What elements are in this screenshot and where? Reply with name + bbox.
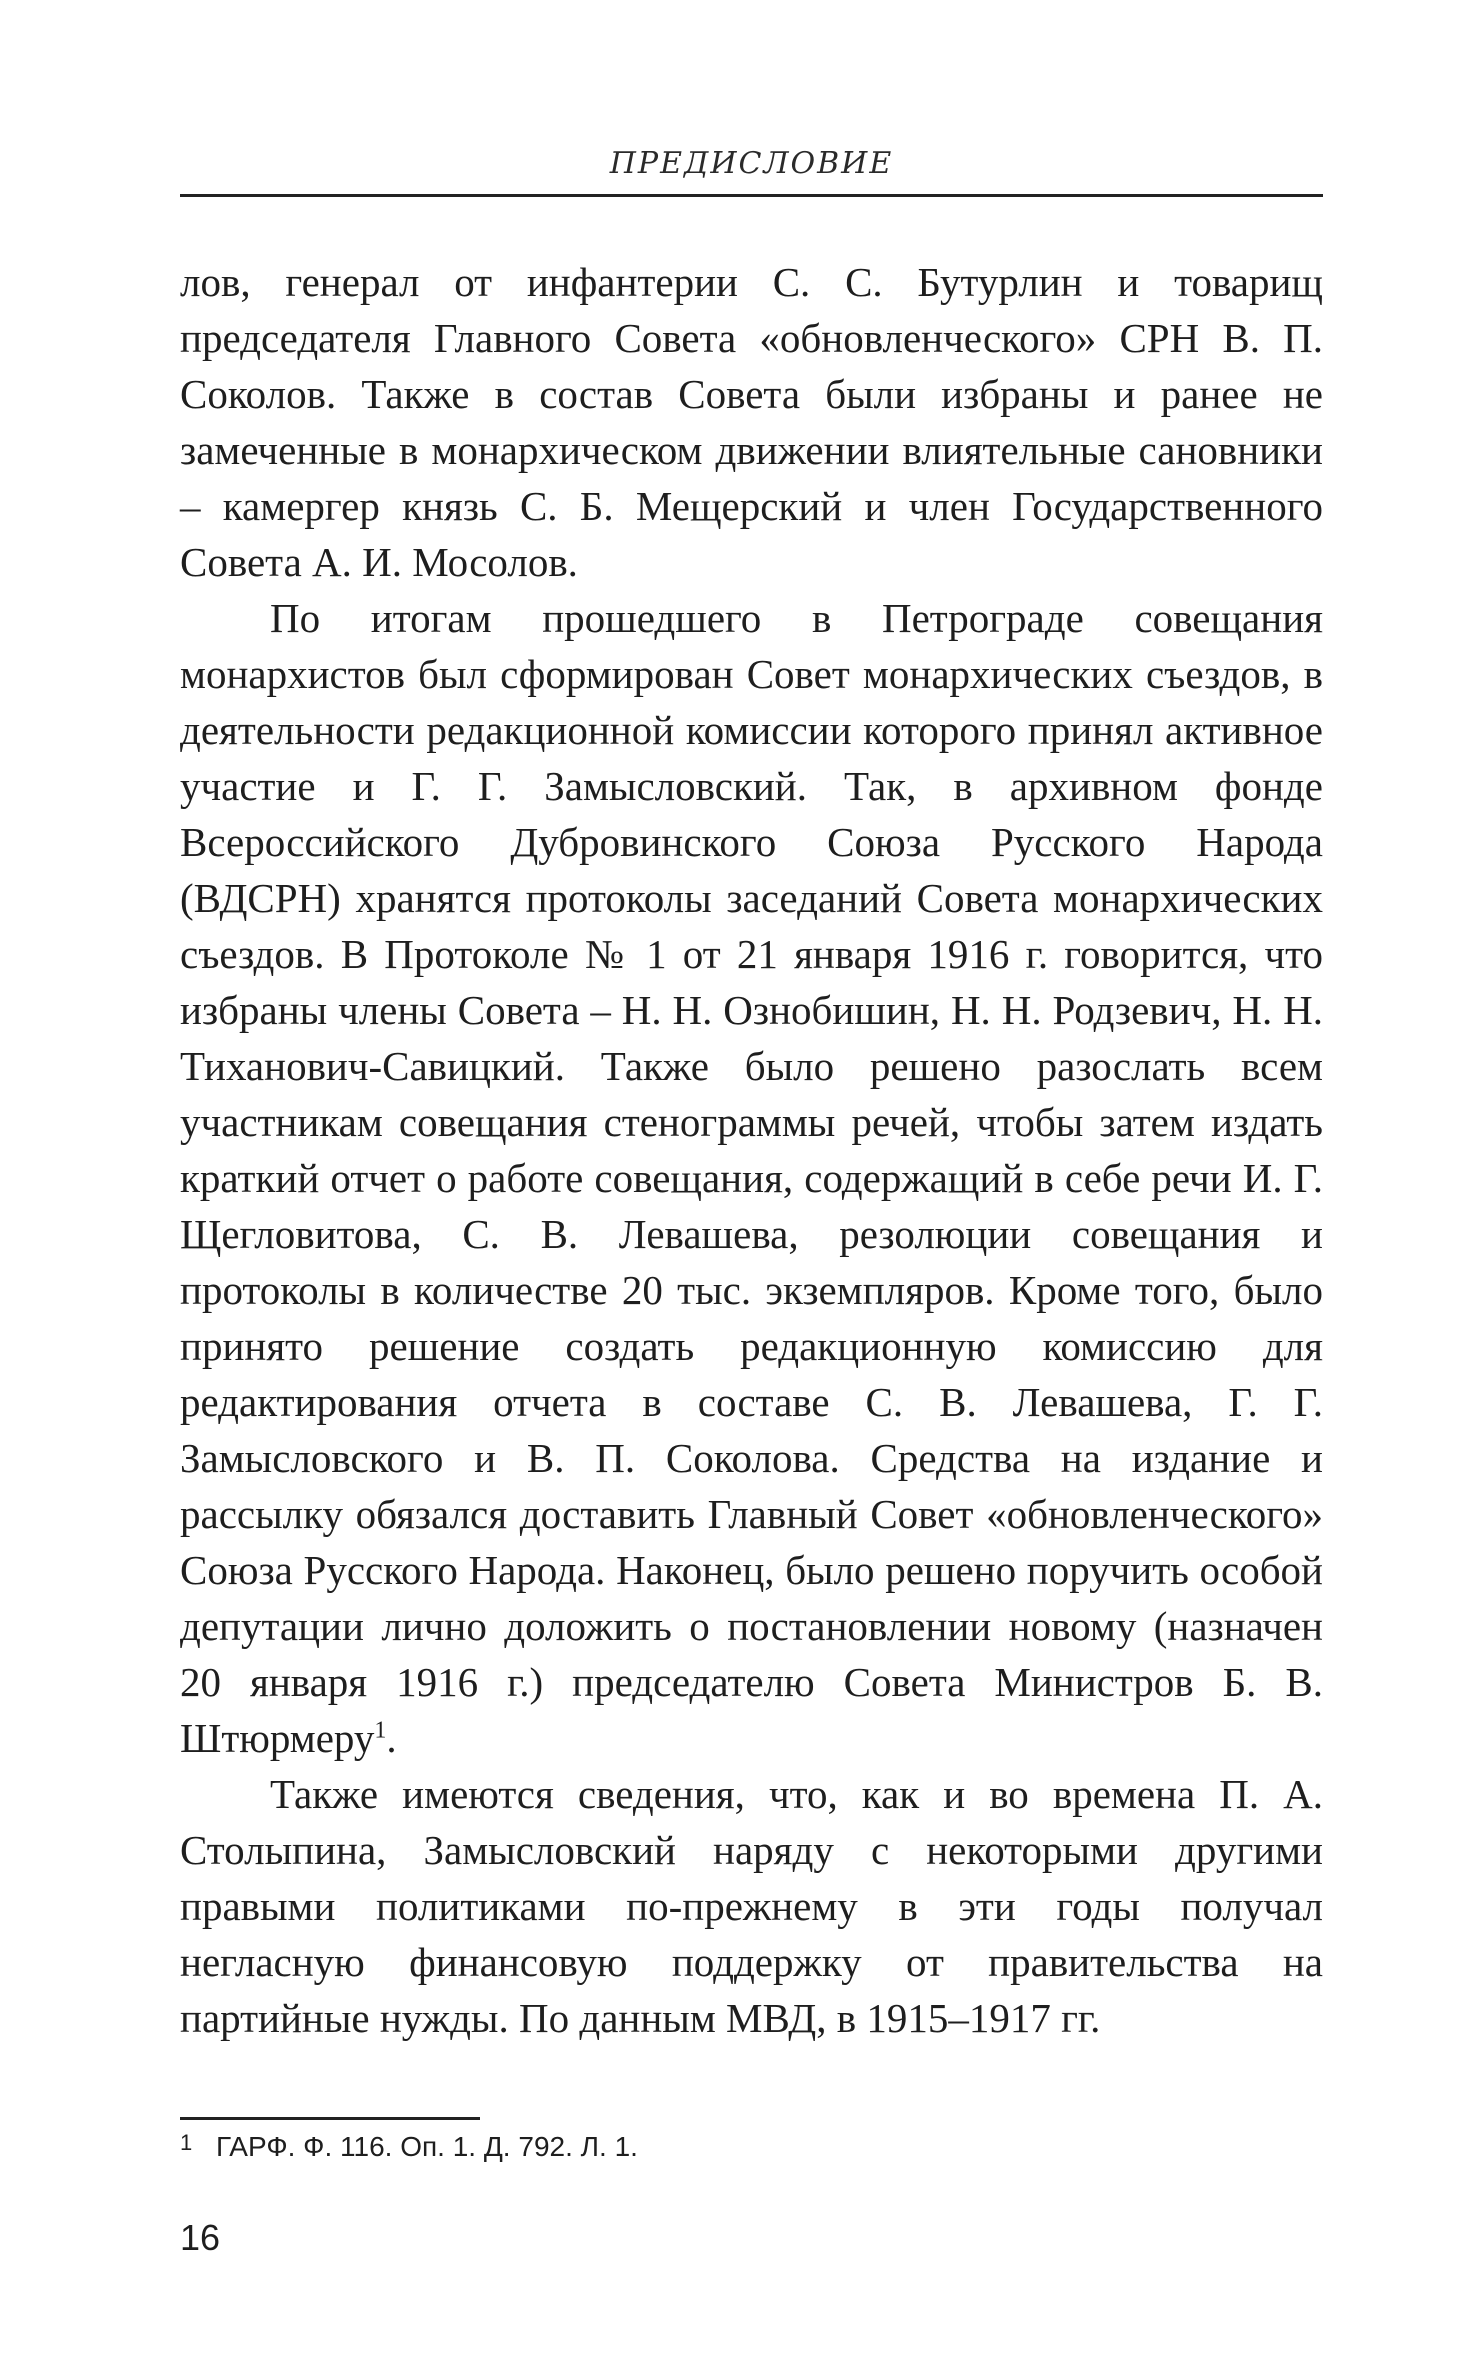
paragraph-text: Также имеются сведения, что, как и во времена П. А. Столыпина, Замысловский наряду с некоторыми другими правыми политиками по-прежнему в эти годы получал негласную финансовую поддержку от правительства на партийные нужды. По данным МВД, в 1915–1917 гг. [180, 1771, 1323, 2041]
paragraph-3 [180, 1766, 1323, 2046]
running-head: ПРЕДИСЛОВИЕ [609, 146, 894, 181]
footnote-rule [180, 2117, 480, 2120]
paragraph-text: По итогам прошедшего в Петрограде совещания монархистов был сформирован Совет монархических съездов, в деятельности редакционной комиссии которого принял активное участие и Г. Г. Замысловский. Так, в архивном фонде Всероссийского Дубровинского Союза Русского Народа (ВДСРН) хранятся протоколы заседаний Совета монархических съездов. В Протоколе № 1 от 21 января 1916 г. говорится, что избраны члены Совета – Н. Н. Ознобишин, Н. Н. Родзевич, Н. Н. Тиханович-Савицкий. Также было решено разослать всем участникам совещания стенограммы речей, чтобы затем издать краткий отчет о работе совещания, содержащий в себе речи И. Г. Щегловитова, С. В. Левашева, резолюции совещания и протоколы в количестве 20 тыс. экземпляров. Кроме того, было принято решение создать редакционную комиссию для редактирования отчета в составе С. В. Левашева, Г. Г. Замысловского и В. П. Соколова. Средства на издание и рассылку обязался доставить Главный Совет «обновленческого» Союза Русского Народа. Наконец, было решено поручить особой депутации лично доложить о постановлении новому (назначен 20 января 1916 г.) председателю Совета Министров Б. В. Штюрмеру [180, 595, 1323, 1761]
page-number: 16 [180, 2217, 221, 2258]
paragraph-text: лов, генерал от инфантерии С. С. Бутурлин и товарищ председателя Главного Совета «обновленческого» СРН В. П. Соколов. Также в состав Совета были избраны и ранее не замеченные в монархическом движении влиятельные сановники – камергер князь С. Б. Мещерский и член Государственного Совета А. И. Мосолов. [180, 259, 1323, 585]
paragraph-2 [180, 590, 1323, 1766]
footnote [180, 2130, 1323, 2164]
footnote-reference[interactable]: 1 [374, 1717, 387, 1744]
footnote-text: ГАРФ. Ф. 116. Оп. 1. Д. 792. Л. 1. [216, 2131, 638, 2162]
paragraph-tail: . [386, 1715, 397, 1761]
footnote-number: 1 [180, 2130, 193, 2155]
header-rule [180, 194, 1323, 197]
main-text [180, 254, 1323, 2046]
paragraph-1 [180, 254, 1323, 590]
